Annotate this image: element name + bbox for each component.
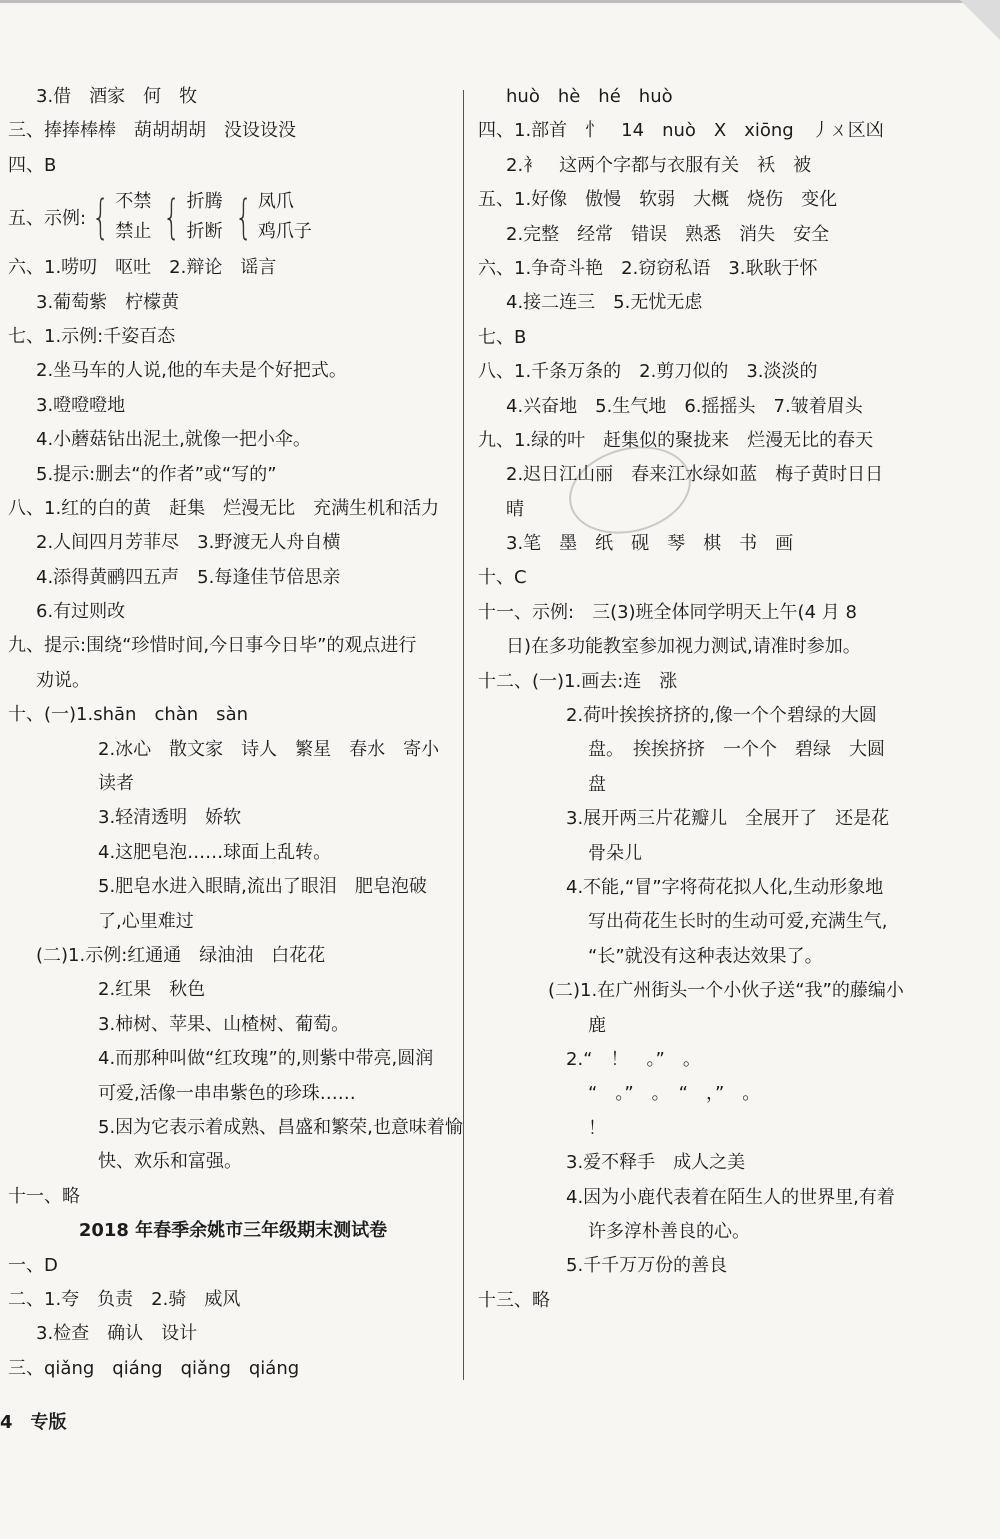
answer-line: 3.噔噔噔地 [36,394,126,416]
answer-line: 4.添得黄鹂四五声 5.每逢佳节倍思亲 [36,566,341,588]
answer-line: 3.柿树、苹果、山楂树、葡萄。 [98,1013,350,1035]
answer-line: 4.小蘑菇钻出泥土,就像一把小伞。 [36,429,311,451]
answer-line: 6.有过则改 [36,601,126,623]
answer-line: 4.而那种叫做“红玫瑰”的,则紫中带亮,圆润 [98,1048,434,1070]
answer-line: 十三、略 [478,1289,550,1311]
answer-line: 读者 [98,773,134,795]
answer-line: 八、1.千条万条的 2.剪刀似的 3.淡淡的 [478,361,818,383]
answer-line: 5.提示:删去“的作者”或“写的” [36,463,277,485]
brace-word: 不禁 [115,191,152,213]
answer-line: (二)1.在广州街头一个小伙子送“我”的藤编小 [548,980,904,1002]
answer-line: 劝说。 [36,669,90,691]
answer-line: 2.红果 秋色 [98,979,206,1001]
answer-line: 十、(一)1.shān chàn sàn [8,704,249,726]
answer-line: 十、C [478,567,527,589]
brace-group [157,187,222,247]
answer-line: 3.轻清透明 娇软 [98,807,242,829]
answer-line: 2.衤 这两个字都与衣服有关 袄 被 [506,154,812,176]
five-label: 五、示例: [8,208,87,230]
answer-line: 八、1.红的白的黄 赶集 烂漫无比 充满生机和活力 [8,497,440,519]
answer-line: 日)在多功能教室参加视力测试,请准时参加。 [506,636,861,658]
answer-line: 2.迟日江山丽 春来江水绿如蓝 梅子黄时日日 [506,464,884,486]
brace-group [86,187,151,247]
answer-line: 鹿 [588,1014,606,1036]
brace-group [229,187,312,247]
answer-line: 晴 [506,498,524,520]
answer-line: 六、1.争奇斗艳 2.窃窃私语 3.耿耿于怀 [478,257,818,279]
answer-line: 3.葡萄紫 柠檬黄 [36,291,180,313]
answer-line: (二)1.示例:红通通 绿油油 白花花 [36,944,326,966]
answer-line: 2.“ ！ 。” 。 [566,1048,701,1070]
answer-line: 3.检查 确认 设计 [36,1323,198,1345]
answer-line: 5.千千万万份的善良 [566,1255,728,1277]
answer-line: 二、1.夸 负责 2.骑 威风 [8,1288,241,1310]
answer-line: 十二、(一)1.画去:连 涨 [478,670,678,692]
answer-line: 3.笔 墨 纸 砚 琴 棋 书 画 [506,533,794,555]
answer-line: huò hè hé huò [506,86,673,107]
brace-word: 鸡爪子 [257,221,312,243]
answer-line: 4.因为小鹿代表着在陌生人的世界里,有着 [566,1186,895,1208]
answer-line: 写出荷花生长时的生动可爱,充满生气, [588,911,888,933]
answer-line: 四、B [8,154,57,176]
brace-word: 折腾 [186,191,223,213]
answer-line: 盘 [588,773,606,795]
brace-icon: { [163,190,181,245]
answer-line: 一、D [8,1254,58,1276]
answer-line: 2.冰心 散文家 诗人 繁星 春水 寄小 [98,738,440,760]
answer-line: 2.坐马车的人说,他的车夫是个好把式。 [36,360,347,382]
answer-line: 2.人间四月芳菲尽 3.野渡无人舟自横 [36,532,341,554]
answer-line: 许多淳朴善良的心。 [588,1220,750,1242]
answer-line: 5.肥皂水进入眼睛,流出了眼泪 肥皂泡破 [98,876,427,898]
answer-line: 十一、略 [8,1185,80,1207]
answer-line: 了,心里难过 [98,910,194,932]
answer-line: 九、提示:围绕“珍惜时间,今日事今日毕”的观点进行 [8,635,417,657]
answer-line: 3.借 酒家 何 牧 [36,86,198,107]
left-column [8,80,463,1386]
right-column [478,80,928,1318]
answer-line: 六、1.唠叨 呕吐 2.辩论 谣言 [8,257,277,279]
answer-line: 九、1.绿的叶 赶集似的聚拢来 烂漫无比的春天 [478,429,874,451]
brace-word: 折断 [186,221,223,243]
answer-line: 2.荷叶挨挨挤挤的,像一个个碧绿的大圆 [566,705,877,727]
answer-line: “长”就没有这种表达效果了。 [588,945,823,967]
answer-line: 十一、示例: 三(3)班全体同学明天上午(4 月 8 [478,601,857,623]
answer-line: 5.因为它表示着成熟、昌盛和繁荣,也意味着愉 [98,1116,463,1138]
answer-line: 五、1.好像 傲慢 软弱 大概 烧伤 变化 [478,189,838,211]
answer-line: 快、欢乐和富强。 [98,1151,242,1173]
answer-line: 七、1.示例:千姿百态 [8,325,176,347]
answer-line: 4.兴奋地 5.生气地 6.摇摇头 7.皱着眉头 [506,395,863,417]
answer-line: 三、捧捧棒棒 葫胡胡胡 没设设没 [8,120,296,142]
answer-line: 4.接二连三 5.无忧无虑 [506,292,703,314]
answer-line: 4.不能,“冒”字将荷花拟人化,生动形象地 [566,876,884,898]
page-footer: 4 专版 [0,1412,67,1433]
answer-line: 3.展开两三片花瓣儿 全展开了 还是花 [566,808,890,830]
column-divider [463,90,464,1380]
brace-icon: { [234,190,253,245]
answer-line-five [8,183,458,251]
answer-line: 三、qiǎng qiáng qiǎng qiáng [8,1357,300,1379]
answer-line: 2.完整 经常 错误 熟悉 消失 安全 [506,223,830,245]
answer-line: 盘。 挨挨挤挤 一个个 碧绿 大圆 [588,739,885,761]
answer-line: “ 。” 。 “ ，” 。 [588,1083,761,1105]
answer-line: 3.爱不释手 成人之美 [566,1152,746,1174]
answer-line: 四、1.部首 忄 14 nuò X xiōng 丿ㄨ区凶 [478,120,884,142]
brace-word: 凤爪 [257,191,294,213]
brace-word: 禁止 [115,221,152,243]
answer-line: 可爱,活像一串串紫色的珍珠…… [98,1082,356,1104]
top-edge [0,0,1000,3]
page-corner [960,0,1000,40]
answer-line: 2018 年春季余姚市三年级期末测试卷 [78,1220,388,1242]
answer-line: 4.这肥皂泡……球面上乱转。 [98,841,332,863]
answer-line: 七、B [478,326,527,348]
answer-line: 骨朵儿 [588,842,642,864]
answer-line: ！ [588,1117,606,1139]
brace-icon: { [91,190,110,245]
